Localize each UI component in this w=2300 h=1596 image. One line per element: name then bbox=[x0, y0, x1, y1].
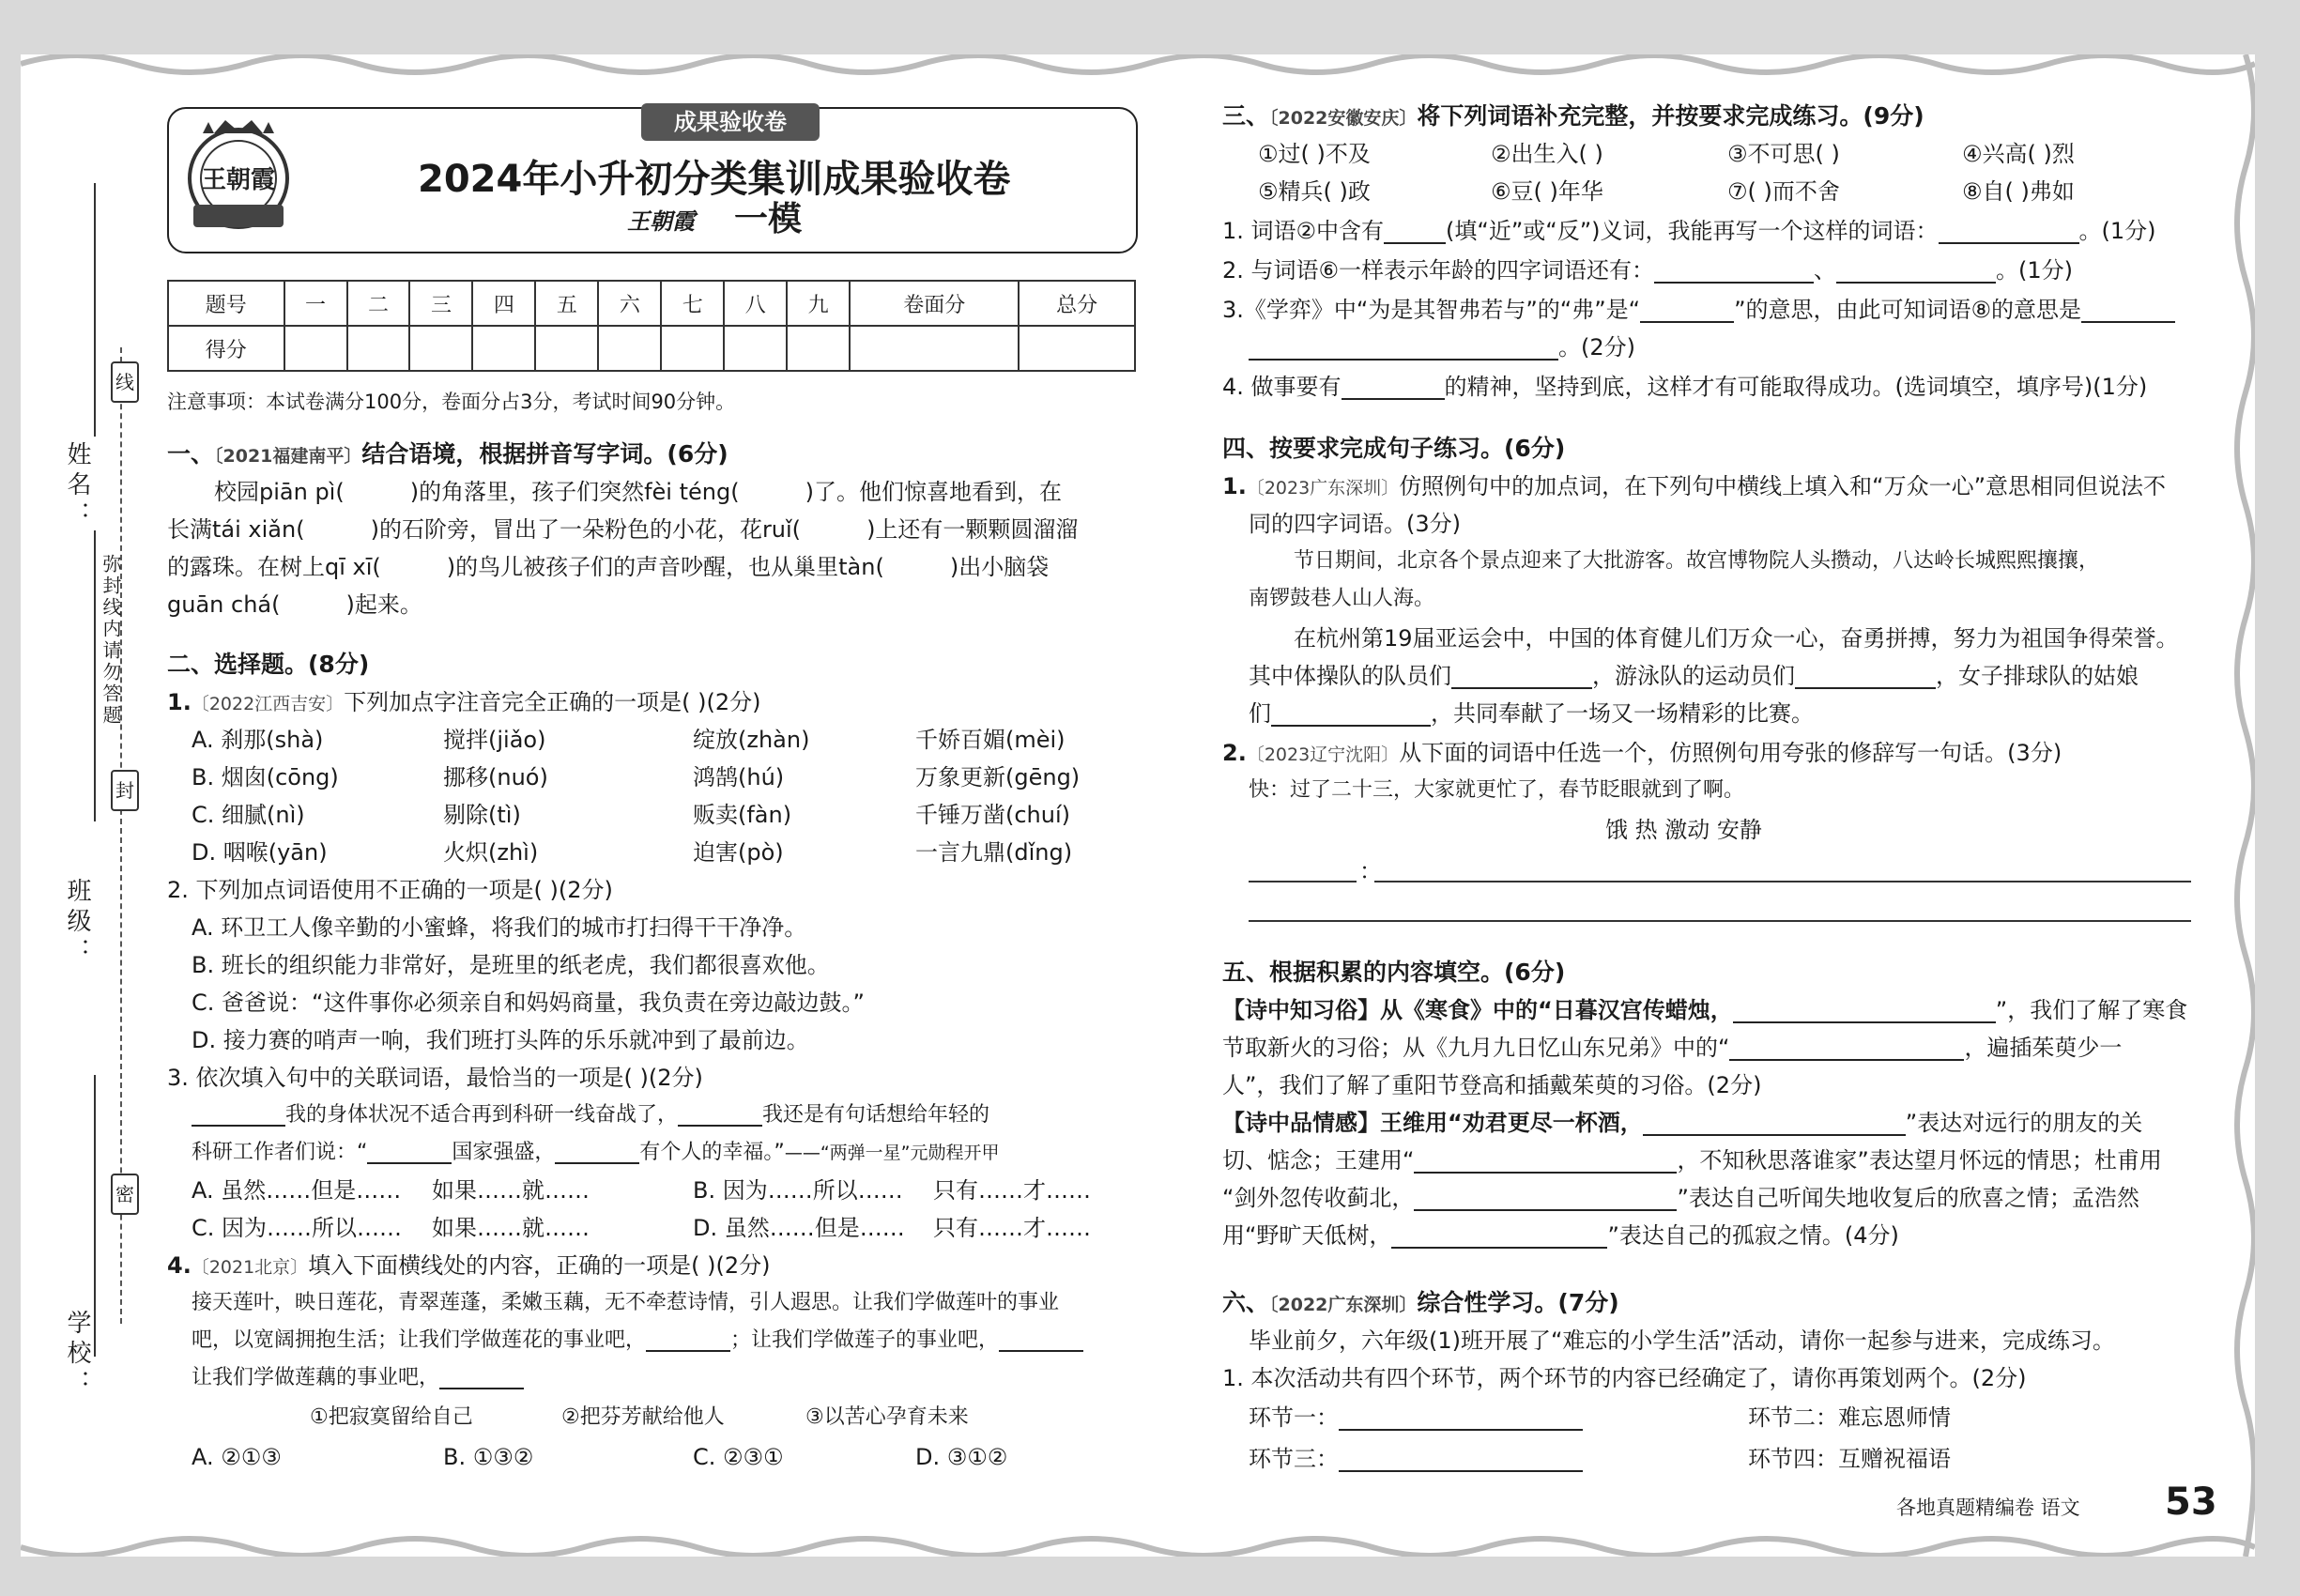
s5-line-d: 【诗中品情感】王维用“劝君更尽一杯酒， ”表达对远行的朋友的关 bbox=[1222, 1110, 2143, 1136]
s1-line-3: 的露珠。在树上qī xī( )的鸟儿被孩子们的声音吵醒，也从巢里tàn( )出小脑袋 bbox=[167, 554, 1050, 580]
school-label: 学校： bbox=[63, 1310, 91, 1400]
option-text: C. 爸爸说：“这件事你必须亲自和妈妈商量，我负责在旁边敲边鼓。” bbox=[192, 990, 865, 1016]
logo-text: 王朝霞 bbox=[201, 166, 276, 194]
answer-line[interactable] bbox=[1249, 920, 2191, 922]
idiom-item: ④兴高( )烈 bbox=[1962, 141, 2075, 167]
badge: 成果验收卷 bbox=[641, 103, 820, 141]
footer-text: 各地真题精编卷 语文 bbox=[1896, 1496, 2080, 1519]
answer-line[interactable] bbox=[1249, 881, 1357, 882]
score-cell: 四 bbox=[472, 281, 535, 326]
s4-sentence-1: 在杭州第19届亚运会中，中国的体育健儿们万众一心，奋勇拼搏，努力为祖国争得荣誉。 bbox=[1294, 625, 2179, 652]
s2-q4-line3: 让我们学做莲藕的事业吧， bbox=[192, 1359, 524, 1397]
section-2-heading: 二、选择题。(8分) bbox=[167, 651, 370, 678]
class-label: 班级： bbox=[63, 878, 91, 968]
option-text: 千锤万凿(chuí) bbox=[915, 802, 1071, 828]
s3-q1: 1. 词语②中含有 (填“近”或“反”)义词，我能再写一个这样的词语： 。(1分) bbox=[1222, 218, 2156, 244]
score-table bbox=[167, 280, 1136, 372]
score-input[interactable] bbox=[284, 326, 347, 371]
s3-q4: 4. 做事要有 的精神，坚持到底，这样才有可能取得成功。(选词填空，填序号)(1分) bbox=[1222, 374, 2148, 400]
s5-line-f: “剑外忽传收蓟北， ”表达自己听闻失地收复后的欣喜之情；孟浩然 bbox=[1222, 1185, 2139, 1211]
idiom-item: ②出生入( ) bbox=[1491, 141, 1603, 167]
section-1-heading: 一、〔2021福建南平〕结合语境，根据拼音写字词。(6分) bbox=[167, 440, 728, 468]
s5-line-a: 【诗中知习俗】从《寒食》中的“日暮汉宫传蜡烛， ”，我们了解了寒食 bbox=[1222, 997, 2188, 1023]
s2-q4-line1: 接天莲叶，映日莲花，青翠莲蓬，柔嫩玉藕，无不牵惹诗情，引人遐思。让我们学做莲叶的事业 bbox=[192, 1291, 1060, 1314]
activity-step-4: 环节四：互赠祝福语 bbox=[1748, 1446, 1951, 1472]
score-cell: 五 bbox=[535, 281, 598, 326]
option-text: 绽放(zhàn) bbox=[693, 727, 810, 753]
idiom-item: ⑤精兵( )政 bbox=[1258, 178, 1371, 205]
q4-item: ①把寂寞留给自己 bbox=[310, 1405, 473, 1429]
s1-line-1: 校园piān pì( )的角落里，孩子们突然fèi téng( )了。他们惊喜地看到，在 bbox=[214, 479, 1062, 505]
score-input-row bbox=[168, 326, 1135, 371]
activity-step-2: 环节二：难忘恩师情 bbox=[1748, 1404, 1951, 1431]
idiom-item: ①过( )不及 bbox=[1258, 141, 1371, 167]
section-3-heading: 三、〔2022安徽安庆〕将下列词语补充完整，并按要求完成练习。(9分) bbox=[1222, 102, 1924, 130]
s4-sentence-2: 其中体操队的队员们 ，游泳队的运动员们 ，女子排球队的姑娘 bbox=[1249, 663, 2139, 689]
s4-q1-cont: 同的四字词语。(3分) bbox=[1249, 511, 1461, 537]
score-cell: 六 bbox=[598, 281, 661, 326]
option-text: 只有……才…… bbox=[933, 1177, 1091, 1204]
section-5-heading: 五、根据积累的内容填空。(6分) bbox=[1222, 959, 1566, 986]
seal-mark-seal: 封 bbox=[111, 770, 139, 811]
score-input[interactable] bbox=[661, 326, 724, 371]
activity-step-1: 环节一： bbox=[1249, 1399, 1583, 1436]
score-cell: 题号 bbox=[168, 281, 284, 326]
s4-example-2: 南锣鼓巷人山人海。 bbox=[1249, 587, 1435, 610]
brand-signature: 王朝霞 bbox=[627, 207, 695, 235]
score-input[interactable] bbox=[850, 326, 1019, 371]
score-cell: 七 bbox=[661, 281, 724, 326]
score-cell: 九 bbox=[787, 281, 850, 326]
score-cell: 八 bbox=[724, 281, 787, 326]
option-text: B. ①③② bbox=[443, 1444, 534, 1470]
score-cell: 一 bbox=[284, 281, 347, 326]
s2-q4-line2: 吧，以宽阔拥抱生活；让我们学做莲花的事业吧， ；让我们学做莲子的事业吧， bbox=[192, 1322, 1083, 1359]
idiom-item: ⑦( )而不舍 bbox=[1727, 178, 1840, 205]
brand-logo-icon bbox=[184, 113, 293, 242]
seal-mark-secret: 密 bbox=[111, 1174, 139, 1215]
page-title: 2024年小升初分类集训成果验收卷 bbox=[418, 158, 1011, 201]
option-text: 剔除(tì) bbox=[443, 802, 521, 828]
s4-q2-example: 快：过了二十三，大家就更忙了，春节眨眼就到了啊。 bbox=[1249, 778, 1745, 802]
score-input[interactable] bbox=[787, 326, 850, 371]
option-text: 迫害(pò) bbox=[693, 839, 784, 866]
score-row-label: 得分 bbox=[168, 326, 284, 371]
s5-line-b: 节取新火的习俗；从《九月九日忆山东兄弟》中的“ ，遍插茱萸少一 bbox=[1222, 1035, 2123, 1061]
s3-q3: 3.《学弈》中“为是其智弗若与”的“弗”是“ ”的意思，由此可知词语⑧的意思是 bbox=[1222, 291, 2175, 329]
option-text: D. ③①② bbox=[915, 1444, 1008, 1470]
s4-sentence-3: 们 ，共同奉献了一场又一场精彩的比赛。 bbox=[1249, 700, 1814, 727]
score-input[interactable] bbox=[409, 326, 472, 371]
s4-q2: 2.〔2023辽宁沈阳〕从下面的词语中任选一个，仿照例句用夸张的修辞写一句话。(3分) bbox=[1222, 740, 2062, 766]
s2-q1: 1.〔2022江西吉安〕下列加点字注音完全正确的一项是( )(2分) bbox=[167, 689, 761, 715]
option-text: B. 因为……所以…… bbox=[693, 1177, 903, 1204]
score-input[interactable] bbox=[598, 326, 661, 371]
option-text: 如果……就…… bbox=[432, 1215, 590, 1241]
option-text: 火炽(zhì) bbox=[443, 839, 539, 866]
option-text: A. 刹那(shà) bbox=[192, 727, 324, 753]
name-label: 姓名： bbox=[63, 441, 91, 531]
s3-q2: 2. 与词语⑥一样表示年龄的四字词语还有： 、 。(1分) bbox=[1222, 257, 2074, 284]
option-text: 如果……就…… bbox=[432, 1177, 590, 1204]
option-text: B. 班长的组织能力非常好，是班里的纸老虎，我们都很喜欢他。 bbox=[192, 952, 830, 978]
score-header-row bbox=[168, 281, 1135, 326]
option-text: 贩卖(fàn) bbox=[693, 802, 792, 828]
idiom-item: ⑧自( )弗如 bbox=[1962, 178, 2075, 205]
q4-item: ②把芬芳献给他人 bbox=[561, 1405, 725, 1429]
option-text: 千娇百媚(mèi) bbox=[915, 727, 1066, 753]
s1-line-4: guān chá( )起来。 bbox=[167, 591, 422, 618]
activity-step-3: 环节三： bbox=[1249, 1440, 1583, 1478]
option-text: 万象更新(gēng) bbox=[915, 764, 1081, 790]
s6-q1: 1. 本次活动共有四个环节，两个环节的内容已经确定了，请你再策划两个。(2分) bbox=[1222, 1365, 2027, 1391]
score-input[interactable] bbox=[535, 326, 598, 371]
s2-q3-line2: 科研工作者们说：“ 国家强盛， 有个人的幸福。”——“两弹一星”元勋程开甲 bbox=[192, 1134, 1000, 1172]
s4-q2-words: 饿 热 激动 安静 bbox=[1605, 817, 1762, 843]
option-text: 搅拌(jiǎo) bbox=[443, 727, 546, 753]
score-input[interactable] bbox=[347, 326, 410, 371]
idiom-item: ③不可思( ) bbox=[1727, 141, 1840, 167]
score-cell: 卷面分 bbox=[850, 281, 1019, 326]
s5-line-e: 切、惦念；王建用“ ，不知秋思落谁家”表达望月怀远的情思；杜甫用 bbox=[1222, 1147, 2162, 1174]
binding-line bbox=[94, 530, 96, 821]
exam-notice: 注意事项：本试卷满分100分，卷面分占3分，考试时间90分钟。 bbox=[167, 391, 736, 413]
s6-intro: 毕业前夕，六年级(1)班开展了“难忘的小学生活”活动，请你一起参与进来，完成练习。 bbox=[1249, 1327, 2115, 1354]
option-text: 只有……才…… bbox=[933, 1215, 1091, 1241]
answer-line[interactable] bbox=[1374, 881, 2191, 882]
option-text: D. 接力赛的哨声一响，我们班打头阵的乐乐就冲到了最前边。 bbox=[192, 1027, 809, 1053]
option-text: A. ②①③ bbox=[192, 1444, 282, 1470]
option-text: A. 环卫工人像辛勤的小蜜蜂，将我们的城市打扫得干干净净。 bbox=[192, 914, 807, 941]
option-text: C. ②③① bbox=[693, 1444, 784, 1470]
s1-line-2: 长满tái xiǎn( )的石阶旁，冒出了一朵粉色的小花，花ruǐ( )上还有一颗颗圆溜溜 bbox=[167, 516, 1079, 543]
option-text: C. 因为……所以…… bbox=[192, 1215, 403, 1241]
s2-q4: 4.〔2021北京〕填入下面横线处的内容，正确的一项是( )(2分) bbox=[167, 1252, 771, 1279]
s2-q3: 3. 依次填入句中的关联词语，最恰当的一项是( )(2分) bbox=[167, 1065, 703, 1091]
option-text: C. 细腻(nì) bbox=[192, 802, 305, 828]
binding-line bbox=[94, 183, 96, 437]
score-input[interactable] bbox=[472, 326, 535, 371]
score-cell: 二 bbox=[347, 281, 410, 326]
section-6-heading: 六、〔2022广东深圳〕综合性学习。(7分) bbox=[1222, 1289, 1619, 1316]
s4-example-1: 节日期间，北京各个景点迎来了大批游客。故宫博物院人头攒动，八达岭长城熙熙攘攘， bbox=[1294, 549, 2100, 573]
colon: ： bbox=[1359, 858, 1382, 884]
s2-q3-line1: 我的身体状况不适合再到科研一线奋战了， 我还是有句话想给年轻的 bbox=[192, 1097, 989, 1134]
option-text: 挪移(nuó) bbox=[443, 764, 548, 790]
section-4-heading: 四、按要求完成句子练习。(6分) bbox=[1222, 435, 1566, 462]
subtitle: 一模 bbox=[734, 200, 803, 238]
score-cell: 三 bbox=[409, 281, 472, 326]
score-cell: 总分 bbox=[1019, 281, 1135, 326]
option-text: 鸿鹄(hú) bbox=[693, 764, 785, 790]
seal-mark-line: 线 bbox=[111, 361, 139, 403]
option-text: D. 虽然……但是…… bbox=[693, 1215, 905, 1241]
score-input[interactable] bbox=[1019, 326, 1135, 371]
q4-item: ③以苦心孕育未来 bbox=[805, 1405, 969, 1429]
option-text: A. 虽然……但是…… bbox=[192, 1177, 402, 1204]
page-number: 53 bbox=[2165, 1481, 2217, 1524]
option-text: 一言九鼎(dǐng) bbox=[915, 839, 1073, 866]
score-input[interactable] bbox=[724, 326, 787, 371]
s5-line-c: 人”，我们了解了重阳节登高和插戴茱萸的习俗。(2分) bbox=[1222, 1072, 1762, 1098]
s4-q1: 1.〔2023广东深圳〕仿照例句中的加点词，在下列句中横线上填入和“万众一心”意思相同但说法不 bbox=[1222, 473, 2167, 499]
s3-q3-cont: 。(2分) bbox=[1249, 329, 1635, 366]
option-text: D. 咽喉(yān) bbox=[192, 839, 328, 866]
idiom-item: ⑥豆( )年华 bbox=[1491, 178, 1603, 205]
s2-q2: 2. 下列加点词语使用不正确的一项是( )(2分) bbox=[167, 877, 613, 903]
s5-line-g: 用“野旷天低树， ”表达自己的孤寂之情。(4分) bbox=[1222, 1222, 1899, 1249]
option-text: B. 烟囱(cōng) bbox=[192, 764, 339, 790]
seal-notice: 弥封线内请勿答题 bbox=[100, 554, 122, 727]
